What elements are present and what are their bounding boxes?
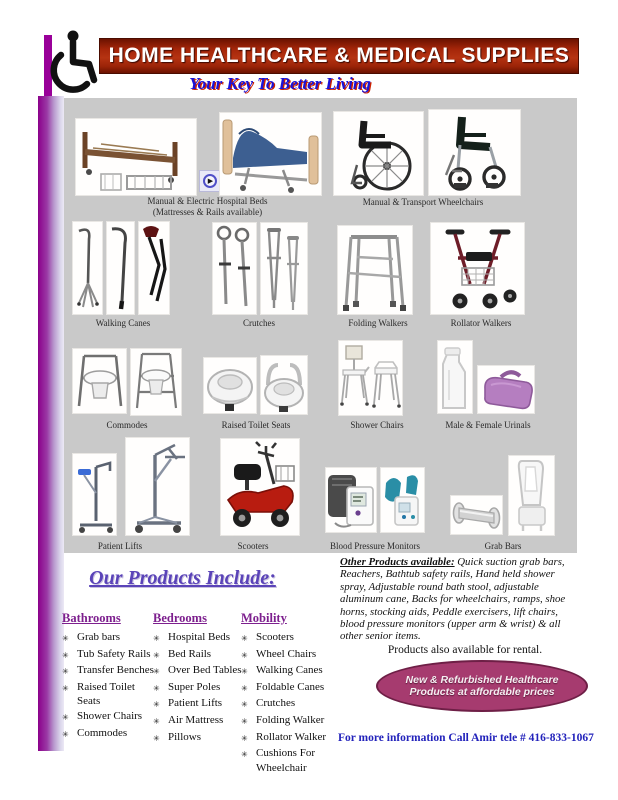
product-image-offset-cane xyxy=(106,221,135,315)
product-image-raised-toilet-seat-with-arms xyxy=(260,355,308,415)
caption-wheelchairs: Manual & Transport Wheelchairs xyxy=(362,197,484,207)
manual-hospital-bed-illustration xyxy=(75,118,197,196)
caption-scooters: Scooters xyxy=(237,541,269,551)
male-urinal-illustration xyxy=(437,340,473,414)
caption-urinals: Male & Female Urinals xyxy=(445,420,531,430)
bullet-icon: ✳ xyxy=(62,729,69,739)
product-image-arm-bp-monitor xyxy=(325,467,377,533)
commode-illustration xyxy=(130,348,182,416)
bullet-icon: ✳ xyxy=(62,634,69,643)
caption-grab-bars: Grab Bars xyxy=(484,541,522,551)
bullet-icon: ✳ xyxy=(153,667,160,677)
list-item: ✳ Patient Lifts xyxy=(153,696,243,713)
female-urinal-illustration xyxy=(477,365,535,414)
caption-shower-chairs: Shower Chairs xyxy=(350,420,404,430)
products-include-heading: Our Products Include: xyxy=(89,567,276,589)
grab-bar-illustration xyxy=(450,495,503,535)
bullet-icon: ✳ xyxy=(153,700,160,710)
product-image-folding-cane xyxy=(138,221,170,315)
product-image-male-urinal xyxy=(437,340,473,414)
list-item: ✳ Tub Safety Rails xyxy=(62,647,158,664)
header-banner xyxy=(99,38,579,74)
badge-line2: Products at affordable prices xyxy=(409,686,555,698)
raised-toilet-seat-illustration xyxy=(203,357,257,414)
list-item: ✳ Transfer Benches xyxy=(62,663,158,680)
product-image-manual-hospital-bed xyxy=(75,118,197,196)
list-item: ✳ Super Poles xyxy=(153,680,243,697)
list-item: ✳ Folding Walker xyxy=(241,713,343,730)
product-image-patient-lift-1 xyxy=(72,453,117,536)
list-item: ✳ Shower Chairs xyxy=(62,709,158,726)
bullet-icon: ✳ xyxy=(241,750,248,760)
wrist-bp-monitor-illustration xyxy=(380,467,425,533)
manual-wheelchair-illustration xyxy=(333,111,424,196)
product-image-raised-toilet-seat xyxy=(203,357,257,414)
forearm-crutches-illustration xyxy=(212,222,257,315)
transport-wheelchair-illustration xyxy=(428,109,521,196)
bedrooms-heading: Bedrooms xyxy=(153,611,207,625)
list-item: ✳ Walking Canes xyxy=(241,663,343,680)
product-image-grab-bar xyxy=(450,495,503,535)
tub-safety-rail-illustration xyxy=(508,455,555,536)
bullet-icon: ✳ xyxy=(153,733,160,743)
product-image-manual-wheelchair xyxy=(333,111,424,196)
bedrooms-column xyxy=(153,611,243,746)
refurbished-badge xyxy=(376,660,588,712)
caption-raised-toilet-seats: Raised Toilet Seats xyxy=(221,420,291,430)
play-video-icon[interactable] xyxy=(199,170,221,192)
bullet-icon: ✳ xyxy=(153,716,160,726)
bullet-icon: ✳ xyxy=(241,733,248,743)
product-image-quad-cane xyxy=(72,221,103,315)
caption-hospital-beds xyxy=(120,196,295,217)
bullet-icon: ✳ xyxy=(241,634,248,643)
list-item: ✳ Pillows xyxy=(153,730,243,747)
product-image-tub-safety-rail xyxy=(508,455,555,536)
caption-hospital-beds-line1: Manual & Electric Hospital Beds xyxy=(147,196,268,206)
commode-illustration xyxy=(72,348,127,414)
product-image-commode-1 xyxy=(72,348,127,414)
play-icon[interactable]: ▶ xyxy=(203,174,217,188)
shower-chairs-illustration xyxy=(338,340,403,416)
product-image-patient-lift-2 xyxy=(125,437,190,536)
product-image-shower-chairs xyxy=(338,340,403,416)
list-item: ✳ Bed Rails xyxy=(153,647,243,664)
arm-bp-monitor-illustration xyxy=(325,467,377,533)
list-item: ✳ Commodes xyxy=(62,726,158,743)
list-item: ✳ Crutches xyxy=(241,696,343,713)
bullet-icon: ✳ xyxy=(62,712,69,722)
bullet-icon: ✳ xyxy=(153,683,160,693)
product-image-folding-walker xyxy=(337,225,413,315)
quad-cane-illustration xyxy=(72,221,103,315)
electric-hospital-bed-illustration xyxy=(219,112,322,196)
caption-folding-walkers: Folding Walkers xyxy=(348,318,408,328)
product-image-forearm-crutches xyxy=(212,222,257,315)
list-item: ✳ Foldable Canes xyxy=(241,680,343,697)
product-image-transport-wheelchair xyxy=(428,109,521,196)
list-item: ✳ Cushions For Wheelchair xyxy=(241,747,315,774)
bullet-icon: ✳ xyxy=(241,683,248,693)
axillary-crutches-illustration xyxy=(260,222,308,315)
product-image-axillary-crutches xyxy=(260,222,308,315)
bullet-icon: ✳ xyxy=(153,634,160,643)
list-item: ✳ Hospital Beds xyxy=(153,630,243,647)
list-item: ✳ Air Mattress xyxy=(153,713,243,730)
bullet-icon: ✳ xyxy=(62,650,69,660)
list-item: ✳ Over Bed Tables xyxy=(153,663,243,680)
scooter-illustration xyxy=(220,438,300,536)
tagline: Your Key To Better Living xyxy=(189,74,371,93)
list-item: ✳ Grab bars xyxy=(62,630,158,647)
offset-cane-illustration xyxy=(106,221,135,315)
mobility-heading: Mobility xyxy=(241,611,287,625)
other-products-body: Quick suction grab bars, Reachers, Bathtub safety rails, Hand held shower spray, Adjustable round bath stool, adjustable aluminum cane, Backs for wheelchairs, ramps, shoe horns, stocking aids, Peddle exercisers, lift chairs, blood pressure monitors (upper arm & wrist) & all other senior items. xyxy=(340,556,566,643)
bullet-icon: ✳ xyxy=(241,667,248,677)
bathrooms-heading: Bathrooms xyxy=(62,611,121,625)
product-image-female-urinal xyxy=(477,365,535,414)
caption-bp-monitors: Blood Pressure Monitors xyxy=(330,541,420,551)
folding-walker-illustration xyxy=(337,225,413,315)
patient-lift-illustration xyxy=(125,437,190,536)
other-products-paragraph xyxy=(340,556,582,643)
caption-walking-canes: Walking Canes xyxy=(95,318,151,328)
badge-line1: New & Refurbished Healthcare xyxy=(405,673,559,686)
list-item: ✳ Rollator Walker xyxy=(241,730,343,747)
product-image-commode-2 xyxy=(130,348,182,416)
caption-rollator-walkers: Rollator Walkers xyxy=(450,318,512,328)
folding-cane-illustration xyxy=(138,221,170,315)
rental-note: Products also available for rental. xyxy=(387,644,543,656)
bullet-icon: ✳ xyxy=(62,667,69,677)
list-item: ✳ Raised Toilet Seats xyxy=(62,680,135,708)
other-products-lead: Other Products available: xyxy=(340,556,455,568)
mobility-column xyxy=(241,611,343,775)
product-image-electric-hospital-bed xyxy=(219,112,322,196)
raised-toilet-seat-arms-illustration xyxy=(260,355,308,415)
page-title: HOME HEALTHCARE & MEDICAL SUPPLIES xyxy=(108,44,570,67)
left-gradient-bar xyxy=(38,96,64,751)
bathrooms-column xyxy=(62,611,158,742)
caption-patient-lifts: Patient Lifts xyxy=(97,541,143,551)
bullet-icon: ✳ xyxy=(241,650,248,660)
bullet-icon: ✳ xyxy=(62,683,69,693)
product-image-wrist-bp-monitor xyxy=(380,467,425,533)
list-item: ✳ Scooters xyxy=(241,630,343,647)
product-image-scooter xyxy=(220,438,300,536)
bullet-icon: ✳ xyxy=(153,650,160,660)
caption-crutches: Crutches xyxy=(243,318,275,328)
patient-lift-illustration xyxy=(72,453,117,536)
rollator-walker-illustration xyxy=(430,222,525,315)
contact-phone-line: For more information Call Amir tele # 416-833-1067 xyxy=(338,732,594,744)
caption-hospital-beds-line2: (Mattresses & Rails available) xyxy=(152,206,263,217)
bullet-icon: ✳ xyxy=(241,700,248,710)
caption-commodes: Commodes xyxy=(106,420,148,430)
bullet-icon: ✳ xyxy=(241,716,248,726)
product-image-rollator-walker xyxy=(430,222,525,315)
list-item: ✳ Wheel Chairs xyxy=(241,647,343,664)
